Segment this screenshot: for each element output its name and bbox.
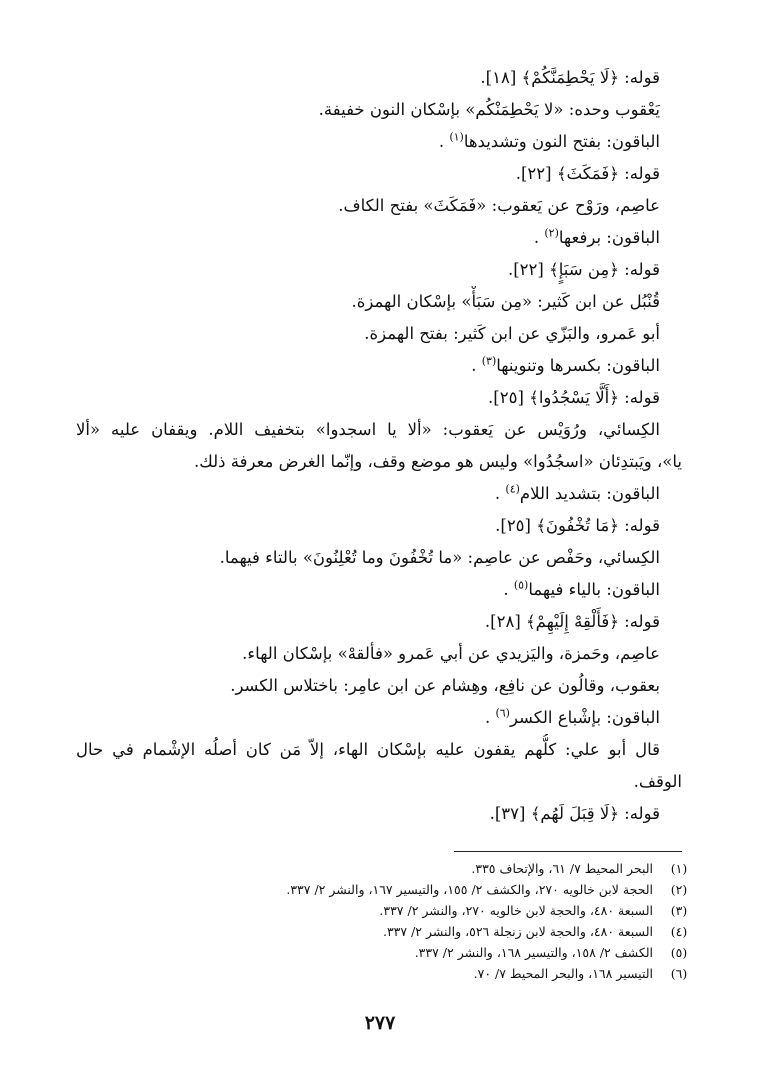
footnote bbox=[80, 879, 705, 900]
footnote-ref: (٤) bbox=[505, 482, 520, 496]
verse-heading: قوله: ﴿مِن سَبَإٍ﴾ [٢٢]. bbox=[507, 260, 660, 279]
verse-heading: قوله: ﴿أَلَّا يَسْجُدُوا﴾ [٢٥]. bbox=[488, 388, 660, 407]
footnote bbox=[80, 900, 705, 921]
reading-line: بعقوب، وقالُون عن نافِع، وهِشام عن ابن عامِر: باختلاس الكسر. bbox=[230, 676, 660, 695]
footnote-number: (٥) bbox=[670, 945, 688, 960]
footnote-number: (٢) bbox=[670, 882, 688, 897]
reading-line-continued: الوقف. bbox=[633, 772, 682, 791]
reading-line: قال أبو علي: كلُّهم يقفون عليه بإسْكان الهاء، إلاّ مَن كان أصلُه الإشْمام في حال bbox=[76, 740, 660, 759]
reading-line: عاصِم، ورَوْح عن يَعقوب: «فَمَكَثَ» بفتح الكاف. bbox=[338, 196, 660, 215]
reading-line: الباقون: برفعها$^{(٢)}$ . bbox=[533, 226, 660, 247]
reading-line: الكِسائي، ورُوَيْس عن يَعقوب: «ألا يا اسجدوا» بتخفيف اللام. ويقفان عليه «ألا bbox=[76, 420, 660, 439]
footnote-ref: (٦) bbox=[495, 706, 510, 720]
verse-heading: قوله: ﴿فَأَلْقِهْ إِلَيْهِمْ﴾ [٢٨]. bbox=[484, 612, 660, 631]
footnote-number: (٤) bbox=[670, 924, 688, 939]
reading-line: الباقون: بفتح النون وتشديدها$^{(١)}$ . bbox=[438, 130, 660, 151]
footnote-text: السبعة ٤٨٠، والحجة لابن زنجلة ٥٢٦، والنشر ٢/ ٣٣٧. bbox=[382, 924, 653, 939]
footnote-number: (١) bbox=[670, 861, 688, 876]
footnote-ref: (٥) bbox=[513, 578, 529, 592]
footnote-ref: (٣) bbox=[481, 354, 497, 368]
verse-heading: قوله: ﴿فَمَكَثَ﴾ [٢٢]. bbox=[515, 164, 660, 183]
footnote-number: (٦) bbox=[670, 966, 688, 981]
footnote-separator bbox=[454, 851, 682, 852]
verse-heading: قوله: ﴿مَا تُخْفُونَ﴾ [٢٥]. bbox=[495, 516, 660, 535]
footnote-ref: (١) bbox=[449, 130, 464, 144]
reading-line: الباقون: بإشْباع الكسر$^{(٦)}$ . bbox=[484, 706, 660, 727]
reading-line: يَعْقوب وحده: «لا يَحْطِمَنْكُم» بإسْكان النون خفيفة. bbox=[318, 100, 660, 119]
footnote-ref: (٢) bbox=[544, 226, 559, 240]
reading-line: أبو عَمرو، والبَزّي عن ابن كَثير: بفتح الهمزة. bbox=[364, 324, 660, 343]
footnote bbox=[80, 921, 705, 942]
verse-heading: قوله: ﴿لَا يَحْطِمَنَّكُمْ﴾ [١٨]. bbox=[480, 68, 660, 87]
footnote bbox=[80, 942, 705, 963]
reading-line: الباقون: بكسرها وتنوينها$^{(٣)}$ . bbox=[471, 354, 660, 375]
reading-line: عاصِم، وحَمزة، واليَزيدي عن أبي عَمرو «فألقهْ» بإسْكان الهاء. bbox=[242, 644, 660, 663]
reading-line: الباقون: بالياء فيهما$^{(٥)}$ . bbox=[503, 578, 660, 599]
reading-line: الباقون: بتشديد اللام$^{(٤)}$ . bbox=[494, 482, 660, 503]
footnote-text: الحجة لابن خالويه ٢٧٠، والكشف ٢/ ١٥٥، والتيسير ١٦٧، والنشر ٢/ ٣٣٧. bbox=[286, 882, 653, 897]
footnotes bbox=[80, 858, 705, 984]
footnote-text: البحر المحيط ٧/ ٦١، والإتحاف ٣٣٥. bbox=[471, 861, 653, 876]
reading-line-continued: يا»، ويَبتدِئان «اسجُدُوا» وليس هو موضع وقف، وإنّما الغرض معرفة ذلك. bbox=[193, 452, 682, 471]
page-number: ٢٧٧ bbox=[364, 1012, 396, 1034]
footnote-text: السبعة ٤٨٠، والحجة لابن خالويه ٢٧٠، والنشر ٢/ ٣٣٧. bbox=[379, 903, 653, 918]
footnote-text: التيسير ١٦٨، والبحر المحيط ٧/ ٧٠. bbox=[473, 966, 653, 981]
footnote bbox=[80, 963, 705, 984]
footnote bbox=[80, 858, 705, 879]
verse-heading: قوله: ﴿لَا قِبَلَ لَهُم﴾ [٣٧]. bbox=[489, 804, 660, 823]
reading-line: الكِسائي، وحَفْص عن عاصِم: «ما تُخْفُونَ وما تُعْلِنُونَ» بالتاء فيهما. bbox=[219, 548, 660, 567]
main-text bbox=[76, 62, 682, 830]
footnote-number: (٣) bbox=[670, 903, 688, 918]
footnote-text: الكشف ٢/ ١٥٨، والتيسير ١٦٨، والنشر ٢/ ٣٣٧. bbox=[414, 945, 653, 960]
reading-line: قُنْبُل عن ابن كَثير: «مِن سَبَأْ» بإسْكان الهمزة. bbox=[351, 292, 660, 311]
